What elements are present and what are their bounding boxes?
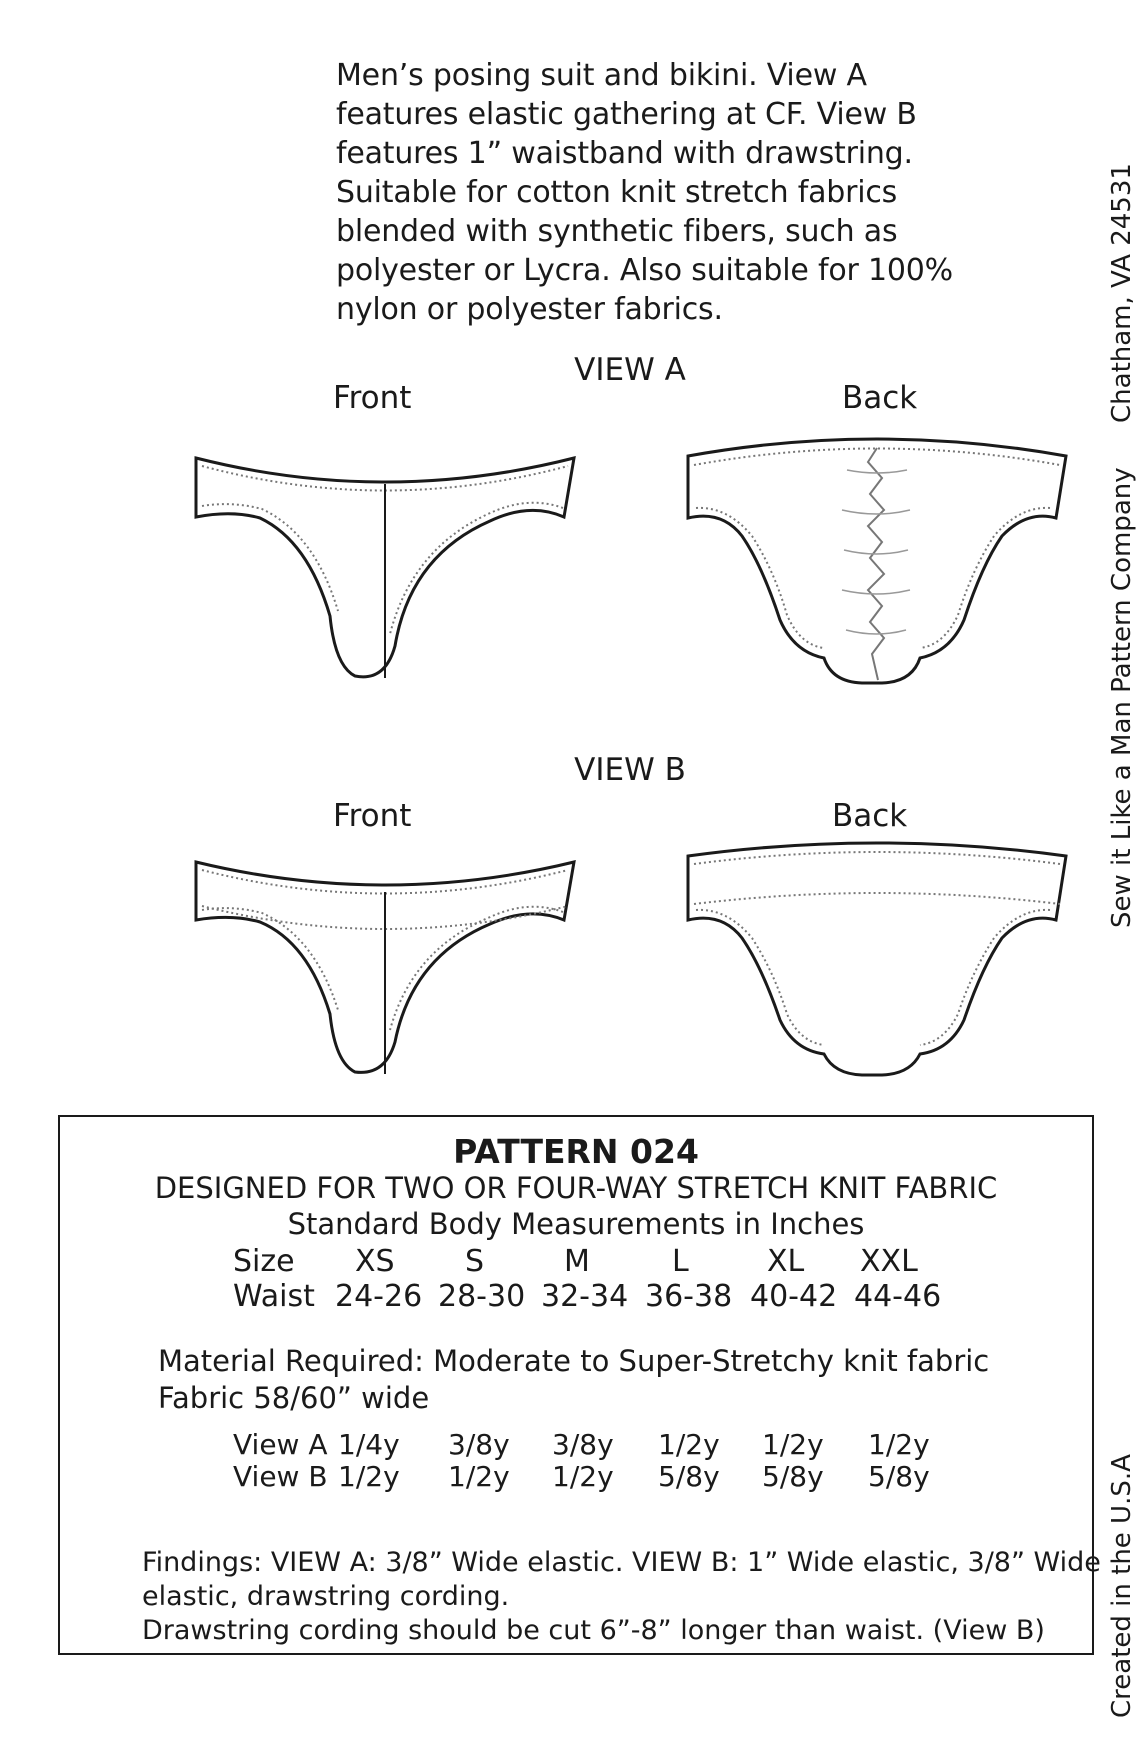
yardage-cell: 1/2y xyxy=(658,1428,720,1461)
waist-cell: 44-46 xyxy=(854,1279,942,1314)
findings-line: elastic, drawstring cording. xyxy=(142,1581,510,1612)
designed-for-text: DESIGNED FOR TWO OR FOUR-WAY STRETCH KNIT FABRIC xyxy=(154,1171,998,1205)
yardage-cell: 1/2y xyxy=(762,1428,824,1461)
measurement-note: Standard Body Measurements in Inches xyxy=(287,1207,865,1241)
description-line: Suitable for cotton knit stretch fabrics xyxy=(336,175,898,210)
waist-cell: 36-38 xyxy=(645,1279,733,1314)
view-a-back-label: Back xyxy=(842,380,918,416)
view-b-yardage-label: View B xyxy=(233,1460,328,1493)
yardage-cell: 5/8y xyxy=(658,1460,720,1493)
material-required: Material Required: Moderate to Super-Stretchy knit fabric xyxy=(158,1344,990,1378)
size-cell: XXL xyxy=(860,1244,918,1279)
fabric-width: Fabric 58/60” wide xyxy=(158,1381,430,1415)
sidebar-origin: Created in the U.S.A xyxy=(1107,1454,1137,1718)
view-b-front-drawing xyxy=(190,852,580,1080)
view-b-back-label: Back xyxy=(832,798,908,834)
yardage-cell: 1/2y xyxy=(448,1460,510,1493)
view-b-back-drawing xyxy=(682,842,1072,1082)
view-a-title: VIEW A xyxy=(574,352,686,388)
findings-line: Findings: VIEW A: 3/8” Wide elastic. VIEW B: 1” Wide elastic, 3/8” Wide xyxy=(142,1547,1101,1578)
size-label: Size xyxy=(233,1244,295,1279)
pattern-info-box xyxy=(58,1115,1101,1655)
size-cell: S xyxy=(465,1244,485,1279)
size-cell: XL xyxy=(767,1244,805,1279)
sidebar-company: Sew it Like a Man Pattern Company xyxy=(1107,467,1137,928)
view-a-front-label: Front xyxy=(333,380,412,416)
waist-cell: 24-26 xyxy=(335,1279,423,1314)
description-line: polyester or Lycra. Also suitable for 100% xyxy=(336,253,953,288)
view-a-yardage-label: View A xyxy=(233,1428,328,1461)
yardage-cell: 5/8y xyxy=(868,1460,930,1493)
view-a-back-drawing xyxy=(682,440,1072,690)
yardage-cell: 1/2y xyxy=(552,1460,614,1493)
yardage-cell: 1/4y xyxy=(338,1428,400,1461)
waist-cell: 32-34 xyxy=(541,1279,629,1314)
description-line: features elastic gathering at CF. View B xyxy=(336,97,917,132)
yardage-cell: 1/2y xyxy=(338,1460,400,1493)
findings-line: Drawstring cording should be cut 6”-8” longer than waist. (View B) xyxy=(142,1615,1045,1646)
size-cell: M xyxy=(564,1244,590,1279)
view-a-front-drawing xyxy=(190,446,580,684)
yardage-cell: 5/8y xyxy=(762,1460,824,1493)
size-cell: L xyxy=(672,1244,689,1279)
pattern-description xyxy=(336,56,976,329)
waist-cell: 40-42 xyxy=(750,1279,838,1314)
yardage-cell: 1/2y xyxy=(868,1428,930,1461)
view-b-title: VIEW B xyxy=(574,752,686,788)
waist-label: Waist xyxy=(233,1279,315,1314)
yardage-cell: 3/8y xyxy=(448,1428,510,1461)
yardage-cell: 3/8y xyxy=(552,1428,614,1461)
size-cell: XS xyxy=(355,1244,395,1279)
description-line: nylon or polyester fabrics. xyxy=(336,292,723,327)
view-b-front-label: Front xyxy=(333,798,412,834)
waist-cell: 28-30 xyxy=(438,1279,526,1314)
sidebar-location: Chatham, VA 24531 xyxy=(1107,163,1137,423)
description-line: features 1” waistband with drawstring. xyxy=(336,136,913,171)
pattern-title: PATTERN 024 xyxy=(453,1132,699,1171)
description-line: blended with synthetic fibers, such as xyxy=(336,214,898,249)
description-line: Men’s posing suit and bikini. View A xyxy=(336,58,867,93)
